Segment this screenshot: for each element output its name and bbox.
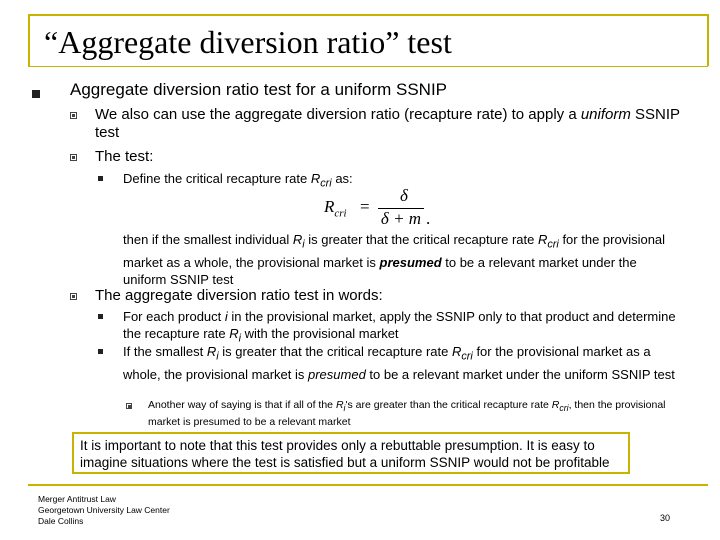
bullet-hollow-square-icon — [70, 154, 77, 161]
var: R — [310, 171, 321, 186]
bullet-hollow-square-icon — [70, 112, 77, 119]
text: For each product — [123, 309, 225, 324]
var: R — [292, 232, 303, 247]
sub: i — [238, 332, 242, 345]
text: to be a relevant market under the uniform SSNIP test — [123, 254, 637, 287]
words-step-2 — [123, 343, 683, 383]
var: R — [452, 344, 462, 359]
bullet-hollow-square-icon — [70, 293, 77, 300]
frame-top-rule — [28, 14, 708, 16]
formula-critical-recapture — [320, 186, 430, 230]
bullet-hollow-square-icon — [126, 403, 132, 409]
text-italic: uniform — [580, 106, 631, 123]
aside-another-way — [148, 398, 688, 429]
bullet-square-icon — [32, 90, 40, 98]
var: R — [335, 399, 344, 411]
words-step-1 — [123, 308, 683, 348]
sub: i — [302, 238, 305, 251]
formula-numerator: δ — [400, 186, 408, 205]
sub: i — [216, 350, 219, 363]
formula-equals: = — [360, 197, 370, 216]
bullet-uniform-ssnip — [95, 106, 685, 142]
emphasis: presumed — [307, 366, 366, 382]
bullet-the-test: The test: — [95, 148, 154, 165]
level1-heading: Aggregate diversion ratio test for a uniform SSNIP — [70, 80, 448, 99]
text: with the provisional market — [241, 326, 399, 341]
frame-left-rule — [28, 14, 30, 66]
footer-rule — [28, 484, 708, 486]
sub: cri — [547, 238, 559, 251]
var: R — [206, 344, 217, 359]
formula-period: . — [426, 209, 431, 228]
text: is greater that the critical recapture rate — [218, 344, 452, 359]
text: Define the critical recapture rate — [123, 171, 311, 186]
emphasis: presumed — [379, 254, 442, 270]
sub: i — [343, 403, 346, 414]
sub: cri — [559, 403, 569, 414]
var: R — [229, 326, 239, 341]
title-underline — [28, 66, 708, 67]
then-paragraph — [123, 231, 683, 288]
formula-lhs-sub: cri — [334, 207, 347, 220]
text: for the provisional market as a whole, the provisional market is — [123, 232, 666, 270]
rebuttable-presumption-note: It is important to note that this test provides only a rebuttable presumption. It is easy to imagine situations where the test is satisfied but a uniform SSNIP would not be profitable — [72, 432, 630, 474]
bullet-square-small-icon — [98, 314, 103, 319]
var: R — [538, 232, 548, 247]
formula-lhs — [324, 197, 347, 219]
sub: cri — [320, 177, 332, 190]
sub: cri — [461, 350, 473, 363]
footer-credits: Merger Antitrust Law Georgetown University Law Center Dale Collins — [38, 494, 170, 526]
formula-denominator: δ + m — [380, 209, 422, 228]
text: We also can use the aggregate diversion ratio (recapture rate) to apply a — [95, 106, 581, 123]
text: to be a relevant market under the uniform SSNIP test — [365, 366, 675, 382]
var: i — [224, 309, 228, 324]
text: for the provisional market as a whole, the provisional market is — [123, 344, 651, 382]
bullet-square-small-icon — [98, 349, 103, 354]
formula-lhs-var: R — [324, 197, 335, 216]
text: as: — [331, 171, 353, 186]
frame-right-rule — [707, 14, 709, 66]
text: , then the provisional market is presumed to be a relevant market — [148, 399, 666, 429]
text: SSNIP test — [95, 106, 680, 141]
bullet-test-in-words: The aggregate diversion ratio test in words: — [95, 287, 383, 304]
slide-title: “Aggregate diversion ratio” test — [44, 24, 452, 60]
text: 's are greater than the critical recapture rate — [345, 399, 552, 411]
text: in the provisional market, apply the SSNIP only to that product and determine the recapture rate — [123, 309, 676, 341]
bullet-square-small-icon — [98, 176, 103, 181]
text: If the smallest — [123, 344, 207, 359]
var: R — [551, 399, 560, 411]
text: Another way of saying is that if all of the — [148, 399, 336, 411]
text: then if the smallest individual — [123, 232, 293, 247]
text: is greater that the critical recapture rate — [304, 232, 538, 247]
page-number: 30 — [660, 513, 671, 523]
